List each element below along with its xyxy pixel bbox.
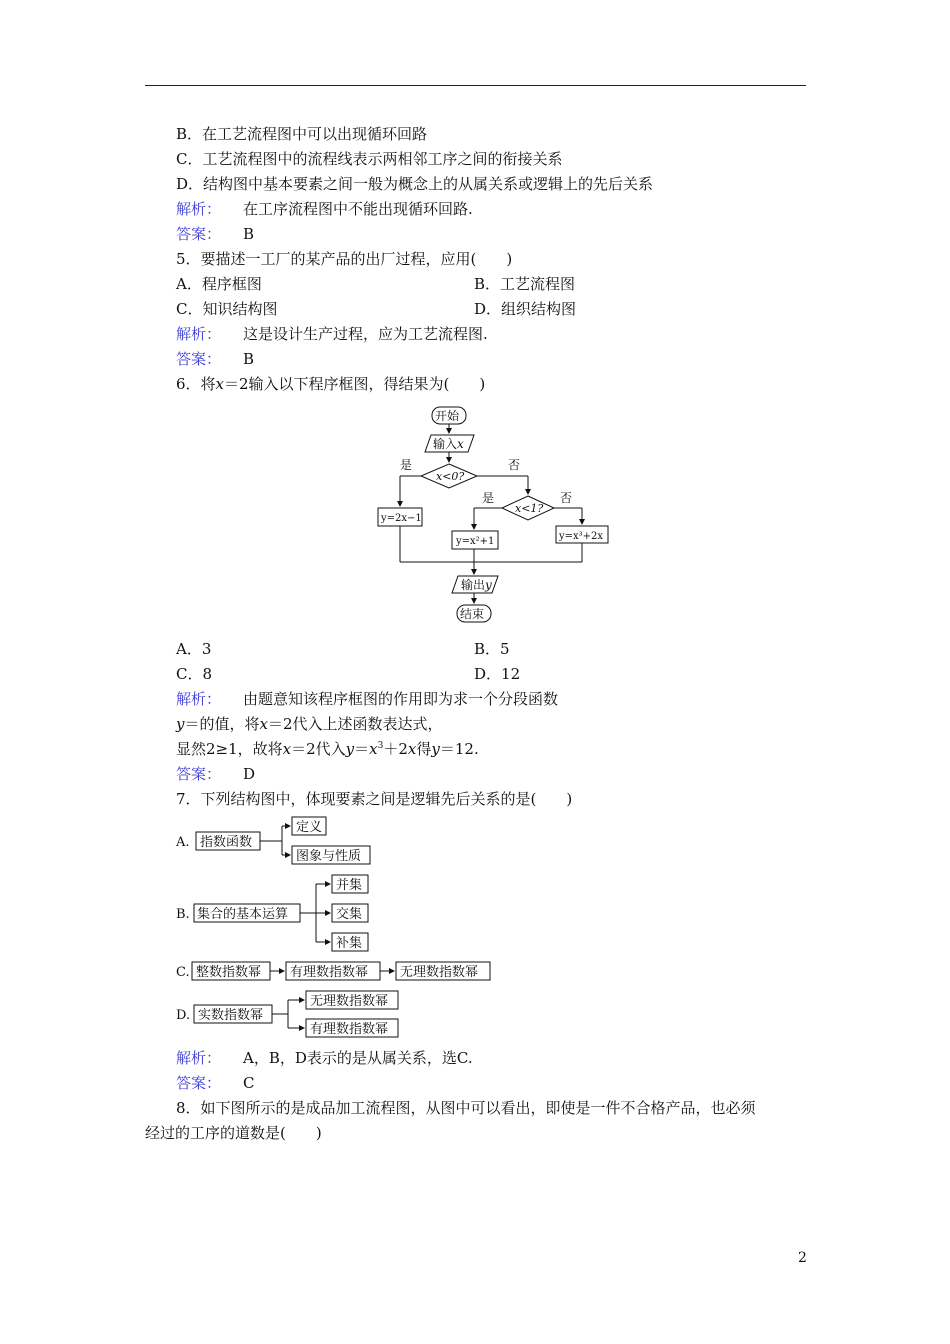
q7-analysis-text: A，B，D表示的是从属关系，选C. (243, 1049, 473, 1067)
q5-answer-text: B (243, 350, 255, 368)
q6-analysis-line1 (176, 689, 558, 709)
q6-analysis-line2 (176, 714, 443, 734)
answer-label: 答案： (176, 225, 222, 243)
flow-no-2: 否 (560, 491, 573, 505)
q5-analysis-text: 这是设计生产过程，应为工艺流程图. (243, 325, 488, 343)
q6-option-d: D．12 (474, 665, 521, 683)
q6-a3-eq: ＝ (354, 740, 370, 758)
q4-option-b: B．在工艺流程图中可以出现循环回路 (176, 125, 428, 143)
analysis-label: 解析： (176, 1049, 222, 1067)
page-number: 2 (798, 1250, 807, 1266)
flow-input-pre: 输入 (433, 437, 458, 451)
var-x: x (259, 715, 268, 733)
var-y: y (431, 740, 440, 758)
d-child1: 无理数指数幂 (310, 994, 389, 1009)
flow-box1-text: y=2x−1 (381, 513, 422, 524)
q6-stem-var: x (215, 375, 225, 393)
q6-stem (176, 374, 485, 394)
q4-option-c: C．工艺流程图中的流程线表示两相邻工序之间的衔接关系 (176, 150, 563, 168)
flow-cond2-text: x<1? (515, 502, 544, 515)
c-item2: 有理数指数幂 (290, 965, 369, 980)
q4-analysis (176, 199, 473, 219)
q6-a3-mid: ＝2代入 (291, 740, 346, 758)
q8-stem-line2: 经过的工序的道数是( ) (145, 1124, 322, 1142)
flow-yes-1: 是 (400, 458, 413, 472)
q6-a3-exp: 3 (377, 741, 384, 751)
q5-stem: 5．要描述一工厂的某产品的出厂过程，应用( ) (176, 250, 513, 268)
q5-answer (176, 349, 254, 369)
q6-analysis-text2-end: ＝2代入上述函数表达式， (267, 715, 443, 733)
q4-analysis-text: 在工序流程图中不能出现循环回路. (243, 200, 473, 218)
flow-box3-text: y=x³+2x (559, 531, 604, 542)
q7-answer-text: C (243, 1074, 255, 1092)
q5-option-c: C．知识结构图 (176, 300, 278, 318)
q6-analysis-text1: 由题意知该程序框图的作用即为求一个分段函数 (243, 690, 559, 708)
q5-option-d: D．组织结构图 (474, 300, 577, 318)
var-y: y (176, 715, 185, 733)
d-child2: 有理数指数幂 (310, 1022, 389, 1037)
q5-option-a: A．程序框图 (176, 275, 262, 293)
flow-yes-2: 是 (482, 491, 495, 505)
q6-option-c: C．8 (176, 665, 213, 683)
q6-stem-post: ＝2输入以下程序框图，得结果为( ) (224, 375, 486, 393)
q6-a3-plus: ＋2 (383, 740, 408, 758)
c-item1: 整数指数幂 (196, 965, 262, 980)
q6-answer (176, 764, 255, 784)
flow-end-text: 结束 (460, 607, 485, 621)
answer-label: 答案： (176, 350, 222, 368)
q6-a3-de: 得 (416, 740, 432, 758)
q6-answer-text: D (243, 765, 256, 783)
analysis-label: 解析： (176, 690, 222, 708)
q8-stem-line1: 8．如下图所示的是成品加工流程图，从图中可以看出，即使是一件不合格产品，也必须 (176, 1099, 756, 1117)
flow-output-var: y (485, 578, 492, 592)
c-label: C. (176, 965, 190, 980)
analysis-label: 解析： (176, 200, 222, 218)
q6-option-b: B．5 (474, 640, 510, 658)
flow-output-pre: 输出 (461, 578, 486, 592)
b-child2: 交集 (336, 907, 363, 922)
var-x: x (282, 740, 292, 758)
flow-cond1-text: x<0? (436, 470, 465, 483)
q4-option-d: D．结构图中基本要素之间一般为概念上的从属关系或逻辑上的先后关系 (176, 175, 654, 193)
q7-answer (176, 1073, 255, 1093)
d-root: 实数指数幂 (198, 1008, 264, 1023)
var-x: x (407, 740, 417, 758)
q7-analysis (176, 1048, 473, 1068)
analysis-label: 解析： (176, 325, 222, 343)
q5-analysis (176, 324, 488, 344)
flow-input-var: x (457, 437, 464, 451)
q6-option-a: A．3 (176, 640, 212, 658)
answer-label: 答案： (176, 765, 222, 783)
answer-label: 答案： (176, 1074, 222, 1092)
q6-analysis-text2: ＝的值，将 (184, 715, 260, 733)
a-child1: 定义 (296, 820, 323, 835)
a-root: 指数函数 (200, 835, 253, 850)
q6-stem-pre: 6．将 (176, 375, 216, 393)
flow-box2-text: y=x²+1 (456, 536, 495, 547)
var-x: x (369, 740, 378, 758)
b-child1: 并集 (336, 878, 363, 893)
q6-a3-val: ＝12. (439, 740, 479, 758)
d-label: D. (176, 1008, 191, 1023)
b-label: B. (176, 907, 190, 922)
flow-input-text (433, 436, 464, 451)
flow-start-text: 开始 (435, 409, 460, 423)
q5-option-b: B．工艺流程图 (474, 275, 576, 293)
header-rule (145, 85, 806, 86)
var-y: y (345, 740, 355, 758)
b-root: 集合的基本运算 (197, 907, 289, 922)
a-label: A. (176, 835, 190, 850)
q7-stem: 7．下列结构图中，体现要素之间是逻辑先后关系的是( ) (176, 790, 573, 808)
q6-a3-pre: 显然2≥1，故将 (176, 740, 283, 758)
a-child2: 图象与性质 (296, 849, 362, 864)
q4-answer-text: B (243, 225, 255, 243)
flow-output-text (461, 577, 492, 592)
q6-analysis-line3 (176, 739, 479, 759)
q4-answer (176, 224, 254, 244)
flow-no-1: 否 (508, 458, 521, 472)
q7-structure-diagrams (170, 812, 510, 1042)
q6-flowchart (370, 402, 620, 626)
b-child3: 补集 (336, 936, 363, 951)
c-item3: 无理数指数幂 (400, 965, 479, 980)
